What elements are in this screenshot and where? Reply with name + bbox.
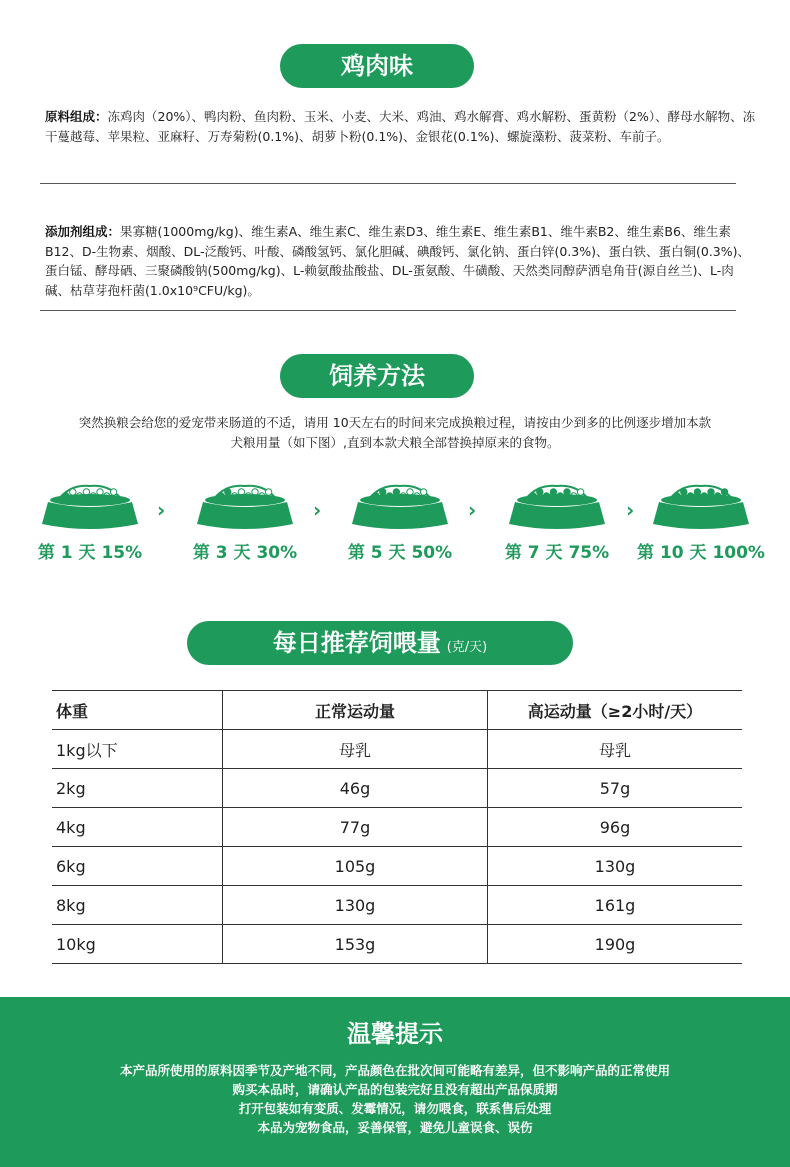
header-high: 高运动量（≥2小时/天） [488,691,743,730]
table-row [52,808,742,847]
bowl-rim [360,494,440,506]
ingredients-label: 原料组成： [45,109,108,124]
chevron-right-icon: › [313,498,322,522]
dog-bowl-icon [195,478,295,534]
dog-bowl-icon [507,478,607,534]
stage-1 [15,478,165,563]
stage-label: 第 10 天 100% [637,543,765,563]
stage-3 [325,478,475,563]
kibble [721,489,727,495]
stage-5 [626,478,776,563]
daily-title-text: 每日推荐饲喂量 [272,629,441,657]
ingredients-paragraph [45,107,757,146]
header-weight: 体重 [52,691,223,730]
bowl-rim [205,494,285,506]
tips-title: 温馨提示 [347,1020,443,1048]
normal-amount-cell: 77g [223,808,488,847]
table-row [52,847,742,886]
weight-cell: 10kg [52,925,223,964]
tip-line: 本品为宠物食品，妥善保管，避免儿童误食、误伤 [257,1120,533,1135]
table-row [52,925,742,964]
weight-cell: 6kg [52,847,223,886]
kibble [681,489,687,495]
stage-4 [482,478,635,563]
bowl-body [509,502,605,529]
weight-cell: 2kg [52,769,223,808]
kibble [537,489,543,495]
header-normal: 正常运动量 [223,691,488,730]
chevron-right-icon: › [626,498,635,522]
tip-line: 打开包装如有变质、发霉情况，请勿喂食，联系售后处理 [238,1101,552,1116]
normal-amount-cell: 153g [223,925,488,964]
bowl-body [653,502,749,529]
dog-bowl-icon [40,478,140,534]
kibble [380,489,386,495]
weight-cell: 1kg以下 [52,730,223,769]
tip-line: 购买本品时，请确认产品的包装完好且没有超出产品保质期 [232,1082,558,1097]
daily-unit: (克/天) [446,640,488,655]
tips-panel [0,997,790,1167]
weight-cell: 4kg [52,808,223,847]
normal-amount-cell: 105g [223,847,488,886]
stage-label: 第 1 天 15% [37,543,143,563]
high-amount-cell: 190g [488,925,743,964]
normal-amount-cell: 46g [223,769,488,808]
weight-cell: 8kg [52,886,223,925]
feeding-intro [30,413,760,453]
high-amount-cell: 母乳 [488,730,743,769]
feeding-intro-line: 突然换粮会给您的爱宠带来肠道的不适，请用 10天左右的时间来完成换粮过程，请按由少到多的比例逐步增加本款 [78,415,712,430]
table-row [52,769,742,808]
kibble [225,489,231,495]
additives-paragraph [45,222,757,300]
additives-text: 果寡糖(1000mg/kg)、维生素A、维生素C、维生素D3、维生素E、维生素B1、维牛素B2、维生素B6、维生素B12、D-生物素、烟酸、DL-泛酸钙、叶酸、磷酸氢钙、氯化胆碱、碘酸钙、氯化钠、蛋白锌(0.3%)、蛋白铁、蛋白铜(0.3%)、蛋白锰、酵母硒、三聚磷酸钠(500mg/kg)、L-赖氨酸盐酸盐、DL-蛋氨酸、牛磺酸、天然类同醇萨洒皂角苷(源自丝兰)、L-肉碱、枯草芽孢杆菌(1.0x10⁹CFU/kg)。 [45,224,751,298]
tips-lines [0,1061,790,1137]
stage-2 [170,478,320,563]
feeding-table [52,690,742,964]
chevron-right-icon: › [468,498,477,522]
feeding-intro-line: 犬粮用量（如下图）,直到本款犬粮全部替换掉原来的食物。 [230,435,560,450]
tip-line: 本产品所使用的原料因季节及产地不同，产品颜色在批次间可能略有差异，但不影响产品的正常使用 [119,1063,670,1078]
bowl-rim [661,494,741,506]
stage-label: 第 3 天 30% [192,543,298,563]
high-amount-cell: 130g [488,847,743,886]
normal-amount-cell: 母乳 [223,730,488,769]
table-row [52,886,742,925]
bowl-body [197,502,293,529]
bowl-rim [517,494,597,506]
high-amount-cell: 57g [488,769,743,808]
table-header-row [52,691,742,730]
kibble [265,489,271,495]
high-amount-cell: 96g [488,808,743,847]
high-amount-cell: 161g [488,886,743,925]
feeding-title: 饲养方法 [280,354,474,398]
kibble [70,489,76,495]
divider [40,310,736,311]
additives-label: 添加剂组成： [45,224,121,239]
chevron-right-icon: › [157,498,166,522]
bowl-body [352,502,448,529]
daily-title [187,621,573,665]
stage-label: 第 7 天 75% [504,543,610,563]
kibble [420,489,426,495]
flavor-title: 鸡肉味 [280,44,474,88]
stage-label: 第 5 天 50% [347,543,453,563]
divider [40,183,736,184]
dog-bowl-icon [651,478,751,534]
kibble [110,489,116,495]
dog-bowl-icon [350,478,450,534]
kibble [577,489,583,495]
normal-amount-cell: 130g [223,886,488,925]
ingredients-text: 冻鸡肉（20%）、鸭肉粉、鱼肉粉、玉米、小麦、大米、鸡油、鸡水解膏、鸡水解粉、蛋黄粉（2%）、酵母水解物、冻干蔓越莓、苹果粒、亚麻籽、万寿菊粉(0.1%)、胡萝卜粉(0.1%)、金银花(0.1%)、螺旋藻粉、菠菜粉、车前子。 [45,109,756,144]
table-row [52,730,742,769]
bowl-body [42,502,138,529]
bowl-rim [50,494,130,506]
